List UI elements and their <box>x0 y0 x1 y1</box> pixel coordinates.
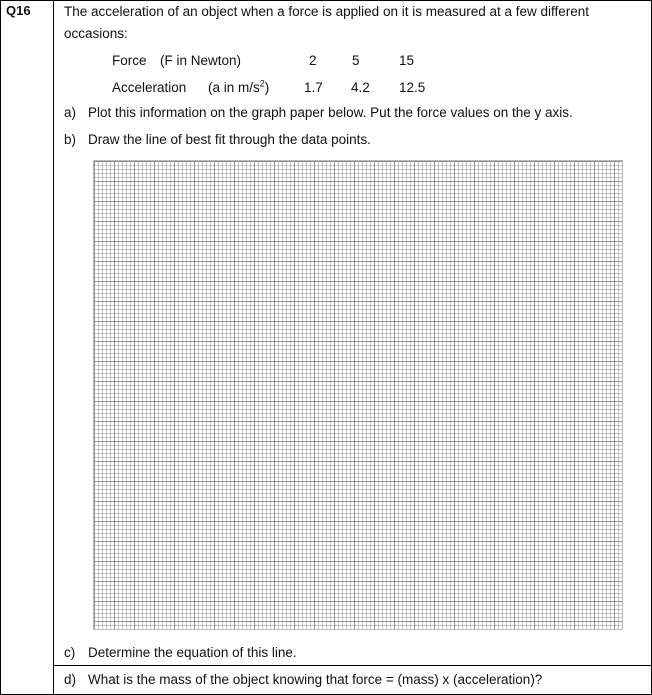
row-divider <box>54 665 651 666</box>
question-number: Q16 <box>6 3 31 18</box>
part-c-label: c) <box>64 645 76 660</box>
force-value-2: 5 <box>352 53 360 68</box>
part-a-text: Plot this information on the graph paper below. Put the force values on the y axis. <box>88 105 573 120</box>
acceleration-value-3: 12.5 <box>399 80 426 95</box>
acceleration-value-1: 1.7 <box>304 80 323 95</box>
acceleration-value-2: 4.2 <box>351 80 370 95</box>
graph-paper[interactable] <box>93 160 623 630</box>
force-unit: (F in Newton) <box>160 53 242 68</box>
force-value-3: 15 <box>399 53 415 68</box>
table-border-top <box>0 0 652 1</box>
part-a-label: a) <box>64 105 77 120</box>
part-c-text: Determine the equation of this line. <box>88 645 297 660</box>
column-divider <box>53 0 54 695</box>
force-value-1: 2 <box>309 53 317 68</box>
part-d-label: d) <box>64 672 77 687</box>
acceleration-label: Acceleration <box>112 80 187 95</box>
intro-line-1: The acceleration of an object when a force is applied on it is measured at a few different <box>64 4 590 19</box>
part-b-label: b) <box>64 132 77 147</box>
force-label: Force <box>112 53 147 68</box>
part-b-text: Draw the line of best fit through the data points. <box>88 132 371 147</box>
acceleration-unit: (a in $m/s^2$) <box>208 78 270 95</box>
intro-line-2: occasions: <box>64 26 128 41</box>
part-d-text: What is the mass of the object knowing that force = (mass) x (acceleration)? <box>88 672 543 687</box>
table-border-left <box>0 0 1 695</box>
